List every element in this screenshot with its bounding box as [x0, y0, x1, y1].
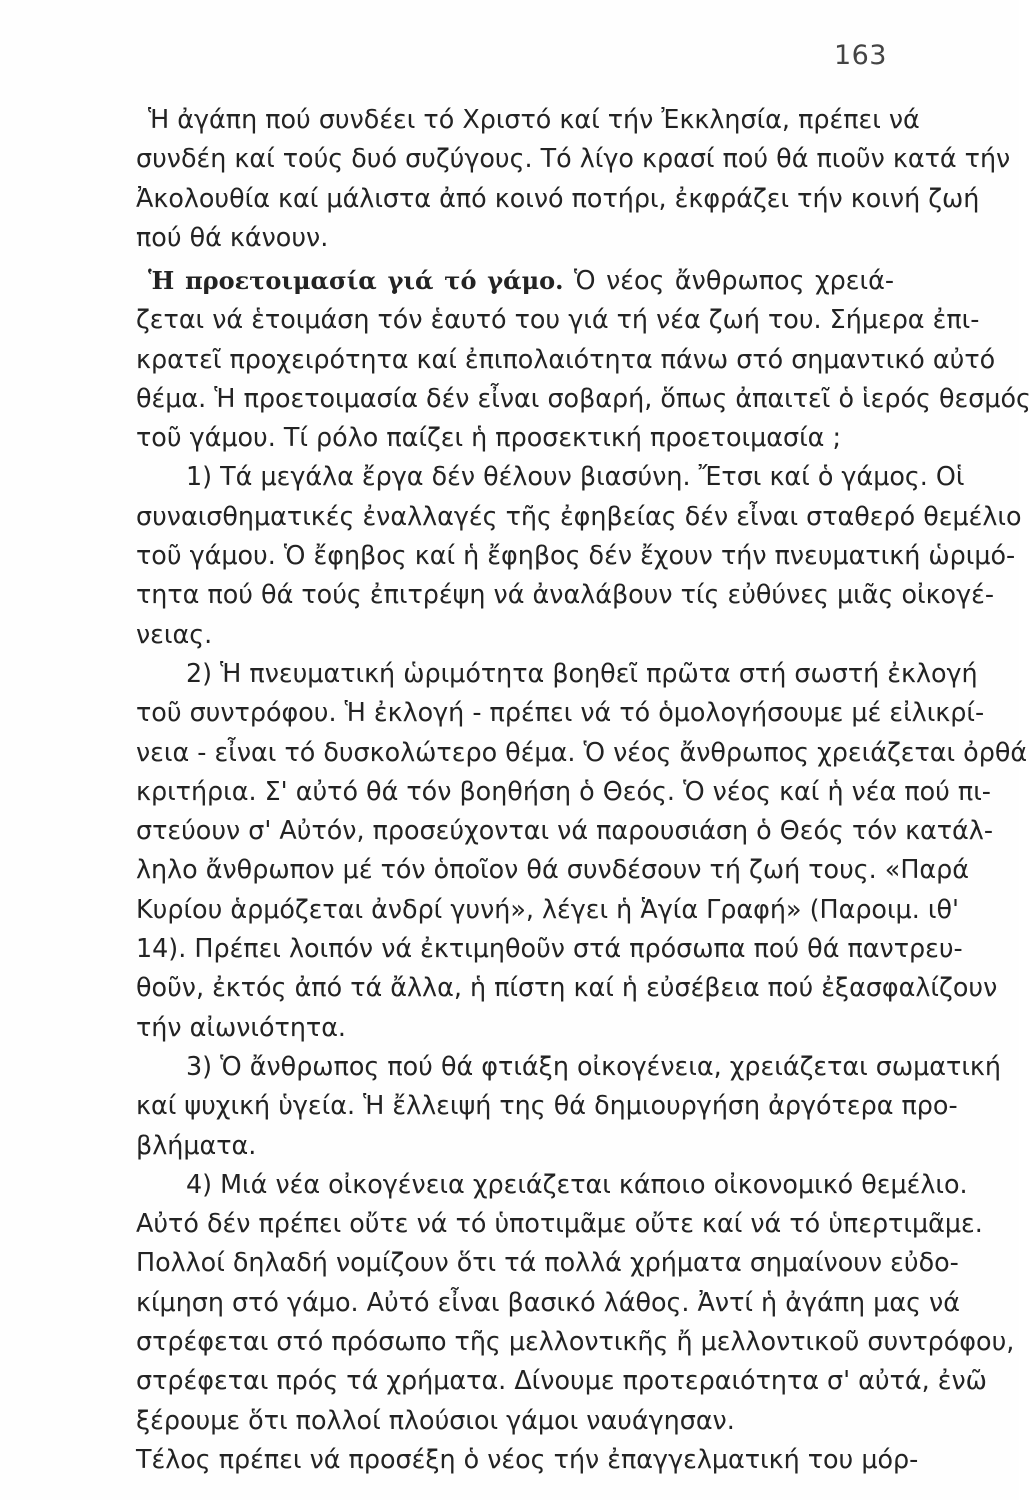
text-line: στεύουν σ' Αὐτόν, προσεύχονται νά παρουσιάση ὁ Θεός τόν κατάλ-	[136, 815, 993, 846]
text-line: κίμηση στό γάμο. Αὐτό εἶναι βασικό λάθος. Ἀντί ἡ ἀγάπη μας νά	[136, 1286, 960, 1317]
closing-paragraph-line: Τέλος πρέπει νά προσέξη ὁ νέος τήν ἐπαγγελματική του μόρ-	[136, 1443, 919, 1474]
list-item-1-line: 1) Τά μεγάλα ἔργα δέν θέλουν βιασύνη. Ἔτσι καί ὁ γάμος. Οἱ	[186, 461, 965, 492]
text-line: ζεται νά ἑτοιμάση τόν ἑαυτό του γιά τή νέα ζωή του. Σήμερα ἐπι-	[136, 304, 980, 335]
list-item-2-line: 2) Ἡ πνευματική ὡριμότητα βοηθεῖ πρῶτα στή σωστή ἐκλογή	[186, 657, 978, 688]
text-line: τοῦ γάμου. Τί ρόλο παίζει ἡ προσεκτική προετοιμασία ;	[136, 422, 842, 453]
text-line: τοῦ γάμου. Ὁ ἔφηβος καί ἡ ἔφηβος δέν ἔχουν τήν πνευματική ὡριμό-	[136, 540, 1016, 571]
text-line: 14). Πρέπει λοιπόν νά ἐκτιμηθοῦν στά πρόσωπα πού θά παντρευ-	[136, 933, 963, 964]
text-line: συναισθηματικές ἐναλλαγές τῆς ἐφηβείας δέν εἶναι σταθερό θεμέλιο	[136, 500, 1022, 531]
text-line: στρέφεται πρός τά χρήματα. Δίνουμε προτεραιότητα σ' αὐτά, ἐνῶ	[136, 1365, 987, 1396]
text-line: συνδέη καί τούς δυό συζύγους. Τό λίγο κρασί πού θά πιοῦν κατά τήν	[136, 143, 1011, 174]
page-number: 163	[833, 40, 887, 71]
text-line: Κυρίου ἁρμόζεται ἀνδρί γυνή», λέγει ἡ Ἁγία Γραφή» (Παροιμ. ιθ'	[136, 893, 959, 924]
text-line: θοῦν, ἐκτός ἀπό τά ἄλλα, ἡ πίστη καί ἡ εὐσέβεια πού ἐξασφαλίζουν	[136, 972, 998, 1003]
text-line: κρατεῖ προχειρότητα καί ἐπιπολαιότητα πάνω στό σημαντικό αὐτό	[136, 343, 996, 374]
text-line: νεια - εἶναι τό δυσκολώτερο θέμα. Ὁ νέος ἄνθρωπος χρειάζεται ὀρθά	[136, 736, 1028, 767]
text-line: Ἡ ἀγάπη πού συνδέει τό Χριστό καί τήν Ἐκκλησία, πρέπει νά	[148, 104, 920, 134]
text-block-intro	[136, 100, 1011, 257]
text-line: ληλο ἄνθρωπον μέ τόν ὁποῖον θά συνδέσουν τή ζωή τους. «Παρά	[136, 854, 970, 885]
section-heading-rest: Ὁ νέος ἄνθρωπος χρειά-	[563, 265, 894, 295]
list-item-3-line: 3) Ὁ ἄνθρωπος πού θά φτιάξη οἰκογένεια, χρειάζεται σωματική	[186, 1050, 1001, 1081]
text-line: κριτήρια. Σ' αὐτό θά τόν βοηθήση ὁ Θεός. Ὁ νέος καί ἡ νέα πού πι-	[136, 775, 991, 806]
text-line: βλήματα.	[136, 1129, 257, 1160]
text-line: πού θά κάνουν.	[136, 221, 329, 252]
text-line: στρέφεται στό πρόσωπο τῆς μελλοντικῆς ἤ μελλοντικοῦ συντρόφου,	[136, 1326, 1015, 1357]
section-heading: Ἡ προετοιμασία γιά τό γάμο.	[148, 266, 564, 295]
text-block-main	[136, 261, 1031, 1479]
section-heading-line	[136, 261, 894, 300]
text-line: τήν αἰωνιότητα.	[136, 1011, 347, 1042]
text-line: τοῦ συντρόφου. Ἡ ἐκλογή - πρέπει νά τό ὁμολογήσουμε μέ εἰλικρί-	[136, 697, 985, 728]
text-line: ξέρουμε ὅτι πολλοί πλούσιοι γάμοι ναυάγησαν.	[136, 1404, 735, 1435]
text-line: τητα πού θά τούς ἐπιτρέψη νά ἀναλάβουν τίς εὐθύνες μιᾶς οἰκογέ-	[136, 579, 994, 610]
text-line: νειας.	[136, 618, 213, 649]
text-line: Αὐτό δέν πρέπει οὔτε νά τό ὑποτιμᾶμε οὔτε καί νά τό ὑπερτιμᾶμε.	[136, 1208, 983, 1239]
list-item-4-line: 4) Μιά νέα οἰκογένεια χρειάζεται κάποιο οἰκονομικό θεμέλιο.	[186, 1168, 968, 1199]
text-line: Πολλοί δηλαδή νομίζουν ὅτι τά πολλά χρήματα σημαίνουν εὐδο-	[136, 1247, 959, 1278]
text-line: καί ψυχική ὑγεία. Ἡ ἔλλειψή της θά δημιουργήση ἀργότερα προ-	[136, 1090, 958, 1121]
text-line: Ἀκολουθία καί μάλιστα ἀπό κοινό ποτήρι, ἐκφράζει τήν κοινή ζωή	[136, 182, 980, 213]
text-line: θέμα. Ἡ προετοιμασία δέν εἶναι σοβαρή, ὅπως ἀπαιτεῖ ὁ ἱερός θεσμός	[136, 382, 1031, 413]
